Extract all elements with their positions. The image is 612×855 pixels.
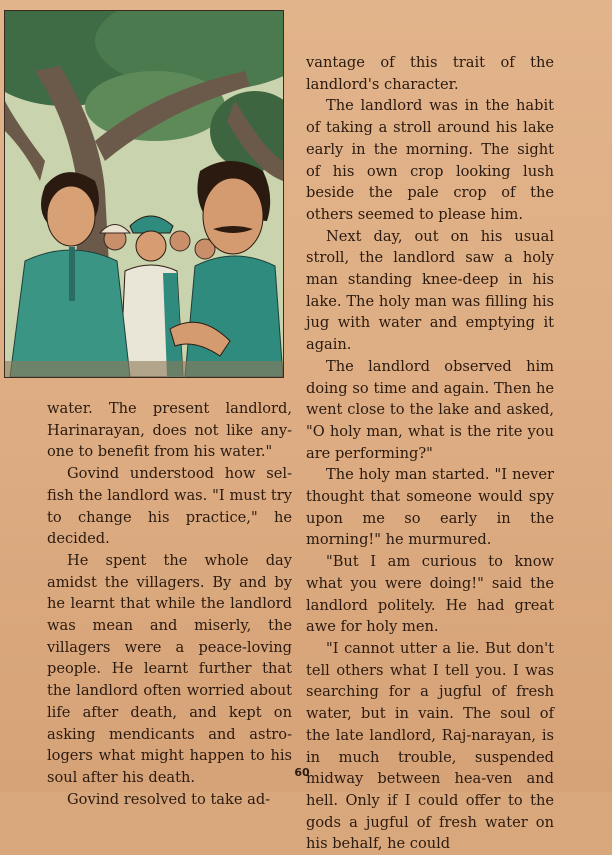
left-paragraph-3: He spent the whole day amidst the villagers. By and by he learnt that while the landlord was mean and miserly, the villagers were a peace-loving people. He learnt further that the landlord often worried about life after death, and kept on asking mendicants and astro-logers what might happen to his soul after his death. [47,551,292,786]
page-number: 60 [294,766,310,779]
right-text-column [306,52,554,855]
right-paragraph-7: "I cannot utter a lie. But don't tell others what I tell you. I was searching for a jugful of fresh water, but in vain. The soul of the late landlord, Raj-narayan, is in much trouble, suspended midway between hea-ven and hell. Only if I could offer to the gods a jugful of fresh water on his behalf, he could [306,639,554,853]
right-paragraph-2: The landlord was in the habit of taking a stroll around his lake early in the morning. The sight of his own crop looking lush beside the pale crop of the others seemed to please him. [306,97,554,223]
right-paragraph-4: The landlord observed him doing so time and again. Then he went close to the lake and asked, "O holy man, what is the rite you are performing?" [306,357,554,462]
left-paragraph-2: Govind understood how sel-fish the landlord was. "I must try to change his practice," he decided. [47,465,292,548]
left-text-column [47,398,292,810]
right-paragraph-6: "But I am curious to know what you were doing!" said the landlord politely. He had great awe for holy men. [306,553,554,636]
right-paragraph-1: vantage of this trait of the landlord's character. [306,54,554,93]
left-paragraph-1: water. The present landlord, Harinarayan, does not like any-one to benefit from his water." [47,400,292,461]
left-paragraph-4: Govind resolved to take ad- [67,790,271,808]
right-paragraph-3: Next day, out on his usual stroll, the landlord saw a holy man standing knee-deep in his lake. The holy man was filling his jug with water and emptying it again. [306,227,554,354]
right-paragraph-5: The holy man started. "I never thought that someone would spy upon me so early in the morning!" he murmured. [306,466,554,549]
story-illustration [4,10,284,378]
